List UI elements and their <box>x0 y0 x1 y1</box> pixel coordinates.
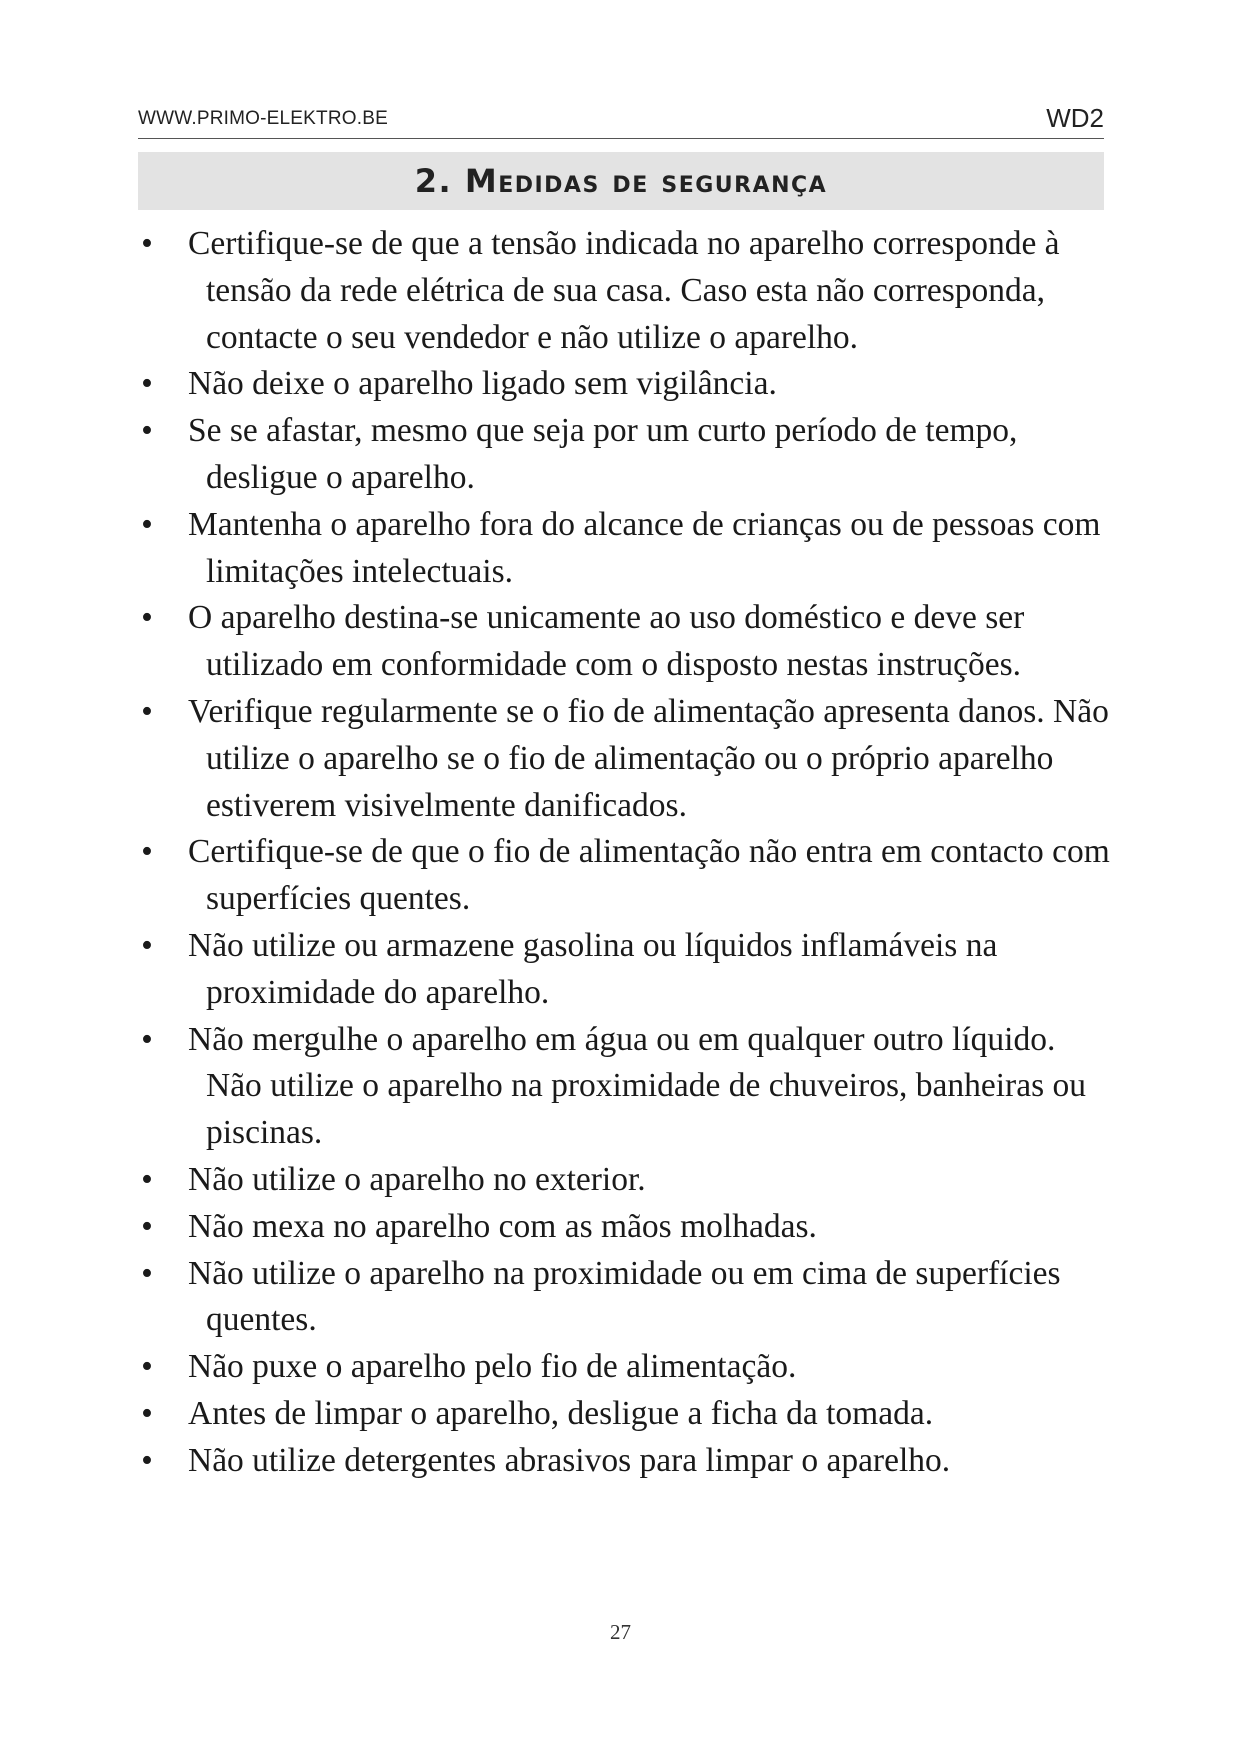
page-header <box>138 100 1104 139</box>
bullet-icon: • <box>141 692 153 730</box>
bullet-icon: • <box>141 599 153 637</box>
list-item-text: Não utilize ou armazene gasolina ou líquidos inflamáveis na proximidade do aparelho. <box>188 926 998 1011</box>
list-item-text: Não mergulhe o aparelho em água ou em qualquer outro líquido. Não utilize o aparelho na proximidade de chuveiros, banheiras ou piscinas. <box>188 1020 1086 1152</box>
list-item-text: Não deixe o aparelho ligado sem vigilância. <box>188 365 777 403</box>
list-item <box>138 1157 1118 1204</box>
bullet-icon: • <box>141 1254 153 1292</box>
list-item-text: O aparelho destina-se unicamente ao uso doméstico e deve ser utilizado em conformidade com o disposto nestas instruções. <box>188 599 1025 684</box>
section-title-bar <box>138 152 1104 210</box>
list-item <box>138 1204 1118 1251</box>
bullet-icon: • <box>141 1020 153 1058</box>
bullet-icon: • <box>141 1160 153 1198</box>
bullet-icon: • <box>141 926 153 964</box>
list-item <box>138 1391 1118 1438</box>
bullet-icon: • <box>141 1441 153 1479</box>
page-number: 27 <box>610 1620 631 1644</box>
list-item-text: Certifique-se de que a tensão indicada no aparelho corresponde à tensão da rede elétrica de sua casa. Caso esta não corresponda, contacte o seu vendedor e não utilize o aparelho. <box>188 225 1060 356</box>
list-item-text: Não utilize detergentes abrasivos para limpar o aparelho. <box>188 1441 951 1479</box>
list-item <box>138 923 1118 1017</box>
bullet-icon: • <box>141 1348 153 1386</box>
list-item <box>138 502 1118 596</box>
list-item-text: Não utilize o aparelho na proximidade ou em cima de superfícies quentes. <box>188 1254 1061 1339</box>
list-item-text: Certifique-se de que o fio de alimentação não entra em contacto com superfícies quentes. <box>188 833 1110 918</box>
list-item <box>138 221 1118 361</box>
bullet-icon: • <box>141 1394 153 1432</box>
bullet-icon: • <box>141 833 153 871</box>
list-item-text: Não utilize o aparelho no exterior. <box>188 1160 646 1198</box>
bullet-icon: • <box>141 505 153 543</box>
bullet-icon: • <box>141 225 153 262</box>
model-code: WD2 <box>1046 103 1104 133</box>
list-item <box>138 1438 1118 1485</box>
safety-list <box>138 221 1118 1485</box>
list-item-text: Não mexa no aparelho com as mãos molhadas. <box>188 1207 817 1245</box>
bullet-icon: • <box>141 365 153 403</box>
list-item <box>138 408 1118 502</box>
list-item <box>138 1251 1118 1345</box>
section-title: 2. Medidas de segurança <box>414 162 828 200</box>
list-item <box>138 829 1118 923</box>
list-item-text: Não puxe o aparelho pelo fio de alimentação. <box>188 1348 797 1386</box>
list-item <box>138 1344 1118 1391</box>
list-item <box>138 595 1118 689</box>
website-url: WWW.PRIMO-ELEKTRO.BE <box>138 108 388 129</box>
list-item-text: Antes de limpar o aparelho, desligue a ficha da tomada. <box>188 1394 934 1432</box>
list-item <box>138 361 1118 408</box>
list-item <box>138 689 1118 829</box>
list-item-text: Se se afastar, mesmo que seja por um curto período de tempo, desligue o aparelho. <box>188 412 1018 496</box>
bullet-icon: • <box>141 1207 153 1245</box>
list-item <box>138 1017 1118 1157</box>
list-item-text: Verifique regularmente se o fio de alimentação apresenta danos. Não utilize o aparelho se o fio de alimentação ou o próprio aparelho estiverem visivelmente danificados. <box>188 692 1109 824</box>
bullet-icon: • <box>141 412 153 450</box>
list-item-text: Mantenha o aparelho fora do alcance de crianças ou de pessoas com limitações intelectuais. <box>188 505 1101 590</box>
